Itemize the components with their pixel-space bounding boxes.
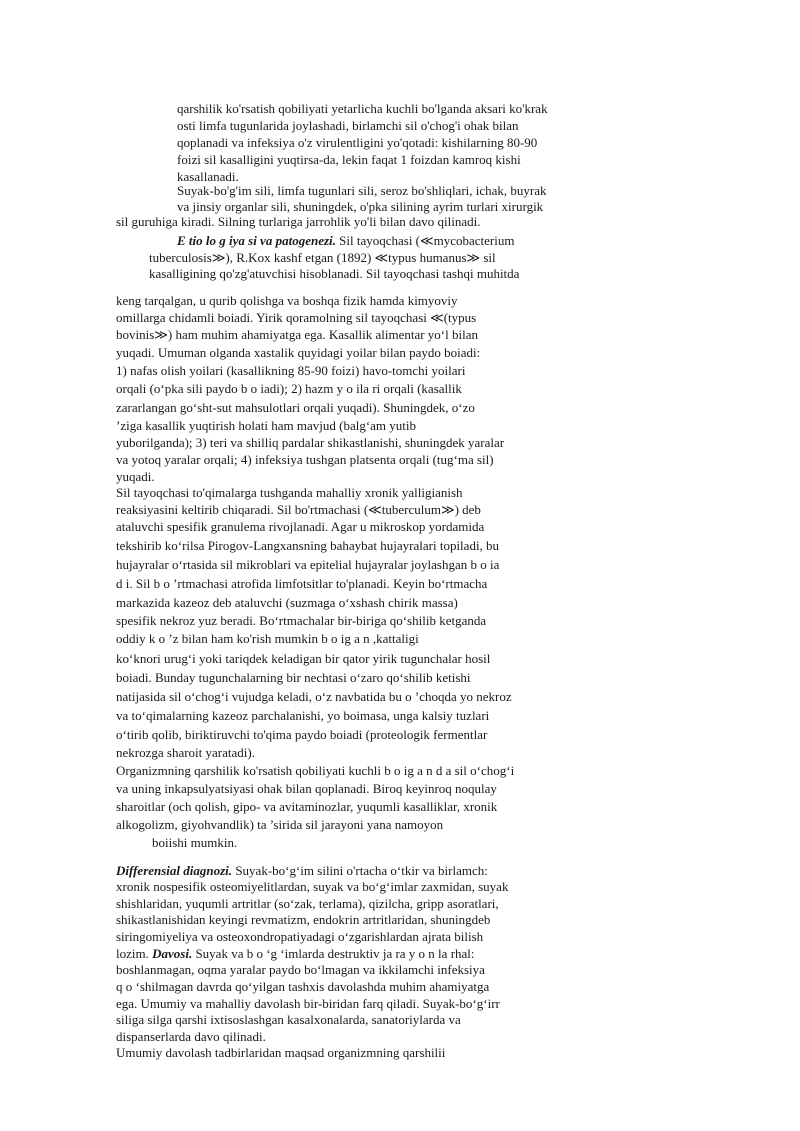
text-line: tekshirib ko‘rilsa Pirogov-Langxansning bahaybat hujayralari topiladi, bu	[116, 538, 500, 553]
text-line: keng tarqalgan, u qurib qolishga va boshqa fizik hamda kimyoviy	[116, 293, 458, 308]
text-line: qarshilik ko'rsatish qobiliyati yetarlicha kuchli bo'lganda aksari ko'krak	[177, 101, 548, 116]
text-line: kasallanadi.	[177, 169, 239, 184]
text-line: boiadi. Bunday tugunchalarning bir nechtasi o‘zaro qo‘shilib ketishi	[116, 670, 471, 685]
text-line: sharoitlar (och qolish, gipo- va avitaminozlar, yuqumli kasalliklar, xronik	[116, 799, 498, 814]
text-line: alkogolizm, giyohvandlik) ta ’sirida sil jarayoni yana namoyon	[116, 817, 444, 832]
text-line: va yotoq yaralar orqali; 4) infeksiya tushgan platsenta orqali (tug‘ma sil)	[116, 452, 494, 467]
text-line: shikastlanishidan keyingi revmatizm, endokrin artritlaridan, shuningdeb	[116, 912, 491, 927]
text-line: o‘tirib qolib, biriktiruvchi to'qima paydo boiadi (proteologik fermentlar	[116, 727, 488, 742]
text-line: q o ‘shilmagan davrda qo‘yilgan tashxis davolashda muhim ahamiyatga	[116, 979, 490, 994]
text-line: boshlanmagan, oqma yaralar paydo bo‘lmagan va ikkilamchi infeksiya	[116, 962, 485, 977]
text-line: omillarga chidamli boiadi. Yirik qoramolning sil tayoqchasi ≪(typus	[116, 310, 477, 325]
text-line: reaksiyasini keltirib chiqaradi. Sil bo'rtmachasi (≪tuberculum≫) deb	[116, 502, 481, 517]
text-line: markazida kazeoz deb ataluvchi (suzmaga o‘xshash chirik massa)	[116, 595, 458, 610]
section-heading-diagnosis: Differensial diagnozi.	[116, 863, 233, 878]
text-line: Suyak-bo'g'im sili, limfa tugunlari sili, seroz bo'shliqlari, ichak, buyrak	[177, 183, 547, 198]
text-line: foizi sil kasalligini yuqtirsa-da, lekin faqat 1 foizdan kamroq kishi	[177, 152, 521, 167]
text-span: lozim.	[116, 946, 149, 961]
text-line: va uning inkapsulyatsiyasi ohak bilan qoplanadi. Biroq keyinroq noqulay	[116, 781, 497, 796]
text-line: shishlaridan, yuqumli artritlar (so‘zak, terlama), qizilcha, gripp asoratlari,	[116, 896, 499, 911]
text-line: tuberculosis≫), R.Kox kashf etgan (1892) ≪typus humanus≫ sil	[149, 250, 496, 265]
text-line: dispanserlarda davo qilinadi.	[116, 1029, 266, 1044]
text-line: yuqadi. Umuman olganda xastalik quyidagi yoilar bilan paydo boiadi:	[116, 345, 481, 360]
text-line: zararlangan go‘sht-sut mahsulotlari orqali yuqadi). Shuningdek, o‘zo	[116, 400, 475, 415]
text-line: ataluvchi spesifik granulema rivojlanadi. Agar u mikroskop yordamida	[116, 519, 485, 534]
section-heading-treatment: Davosi.	[152, 946, 193, 961]
text-line: ega. Umumiy va mahalliy davolash bir-biridan farq qiladi. Suyak-bo‘g‘irr	[116, 996, 500, 1011]
text-span: Suyak va b o ‘g ‘imlarda destruktiv ja ra y o n la rhal:	[195, 946, 475, 961]
text-line: orqali (o‘pka sili paydo b o iadi); 2) hazm y o ila ri orqali (kasallik	[116, 381, 462, 396]
text-line: siringomiyeliya va osteoxondropatiyadagi o‘zgarishlardan ajrata bilish	[116, 929, 484, 944]
text-line: siliga silga qarshi ixtisoslashgan kasalxonalarda, sanatoriylarda va	[116, 1012, 461, 1027]
text-line: va jinsiy organlar sili, shuningdek, o'pka silining ayrim turlari xirurgik	[177, 199, 544, 214]
text-line: ko‘knori urug‘i yoki tariqdek keladigan bir qator yirik tugunchalar hosil	[116, 651, 491, 666]
section-heading-etiology: E tio lo g iya si va patogenezi.	[177, 233, 336, 248]
text-line: yuborilganda); 3) teri va shilliq pardalar shikastlanishi, shuningdek yaralar	[116, 435, 505, 450]
text-line: Sil tayoqchasi to'qimalarga tushganda mahalliy xronik yalligianish	[116, 485, 463, 500]
text-line	[177, 233, 514, 249]
text-line: boiishi mumkin.	[152, 835, 238, 850]
text-line: kasalligining qo'zg'atuvchisi hisoblanadi. Sil tayoqchasi tashqi muhitda	[149, 266, 520, 281]
text-line: natijasida sil o‘chog‘i vujudga keladi, o‘z navbatida bu o ’choqda yo nekroz	[116, 689, 512, 704]
text-span: Suyak-bo‘g‘im silini o'rtacha o‘tkir va birlamch:	[235, 863, 488, 878]
text-line	[116, 946, 475, 962]
text-line: hujayralar o‘rtasida sil mikroblari va epitelial hujayralar joylashgan b o ia	[116, 557, 500, 572]
text-span: Sil tayoqchasi (≪mycobacterium	[339, 233, 515, 248]
text-line: osti limfa tugunlarida joylashadi, birlamchi sil o'chog'i ohak bilan	[177, 118, 519, 133]
text-line: nekrozga sharoit yaratadi).	[116, 745, 255, 760]
text-line: d i. Sil b o ’rtmachasi atrofida limfotsitlar to'planadi. Keyin bo‘rtmacha	[116, 576, 488, 591]
text-line: spesifik nekroz yuz beradi. Bo‘rtmachalar bir-biriga qo‘shilib ketganda	[116, 613, 487, 628]
text-line: ’ziga kasallik yuqtirish holati ham mavjud (balg‘am yutib	[116, 418, 417, 433]
text-line: Organizmning qarshilik ko'rsatish qobiliyati kuchli b o ig a n d a sil o‘chog‘i	[116, 763, 515, 778]
text-line: sil guruhiga kiradi. Silning turlariga jarrohlik yo'li bilan davo qilinadi.	[116, 214, 481, 229]
text-line	[116, 863, 488, 879]
text-line: qoplanadi va infeksiya o'z virulentligini yo'qotadi: kishilarning 80-90	[177, 135, 538, 150]
text-line: xronik nospesifik osteomiyelitlardan, suyak va bo‘g‘imlar zaxmidan, suyak	[116, 879, 509, 894]
text-line: 1) nafas olish yoilari (kasallikning 85-90 foizi) havo-tomchi yoilari	[116, 363, 466, 378]
text-line: va to‘qimalarning kazeoz parchalanishi, yo boimasa, unga kalsiy tuzlari	[116, 708, 490, 723]
text-line: Umumiy davolash tadbirlaridan maqsad organizmning qarshilii	[116, 1045, 446, 1060]
text-line: yuqadi.	[116, 469, 155, 484]
text-line: bovinis≫) ham muhim ahamiyatga ega. Kasallik alimentar yo‘l bilan	[116, 327, 478, 342]
text-line: oddiy k o ’z bilan ham ko'rish mumkin b o ig a n ,kattaligi	[116, 631, 419, 646]
